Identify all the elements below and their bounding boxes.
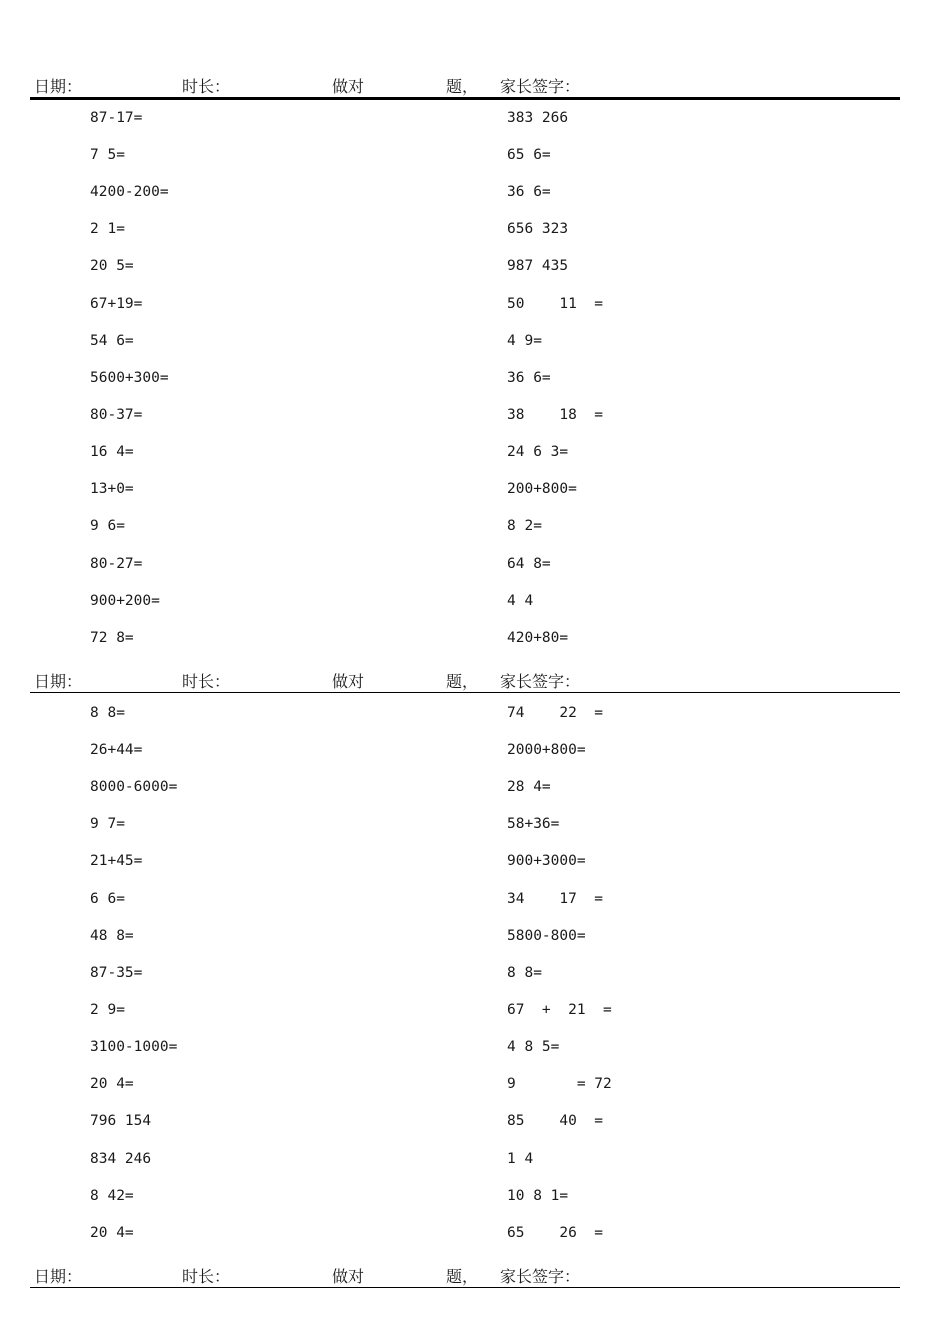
problem-item: 6 6= xyxy=(90,891,125,907)
date-label: 日期： xyxy=(34,77,83,96)
problem-item: 9 6= xyxy=(90,518,125,534)
worksheet-header-2 xyxy=(30,665,900,693)
problem-item: 9 7= xyxy=(90,816,125,832)
problem-item: 987 435 xyxy=(507,258,577,274)
problem-item: 36 6= xyxy=(507,184,551,200)
problem-item: 54 6= xyxy=(90,333,134,349)
problem-item: 50 11 = xyxy=(507,296,604,312)
date-label: 日期： xyxy=(34,672,83,691)
problem-item: 67 + 21 = xyxy=(507,1002,612,1018)
problem-item: 16 4= xyxy=(90,444,134,460)
problem-item: 8 8= xyxy=(507,965,542,981)
problem-item: 72 8= xyxy=(90,630,134,646)
questions-unit-label: 题， xyxy=(446,77,479,96)
header-rule-3 xyxy=(30,1287,900,1288)
problem-item: 8 42= xyxy=(90,1188,134,1204)
problem-item: 34 17 = xyxy=(507,891,604,907)
problem-item: 65 6= xyxy=(507,147,551,163)
problem-item: 20 4= xyxy=(90,1076,134,1092)
problem-item: 48 8= xyxy=(90,928,134,944)
problem-item: 8000-6000= xyxy=(90,779,178,795)
problem-item: 796 154 xyxy=(90,1113,160,1129)
parent-signature-label: 家长签字： xyxy=(500,672,581,691)
date-label: 日期： xyxy=(34,1267,83,1286)
problem-item: 5600+300= xyxy=(90,370,169,386)
problem-item: 28 4= xyxy=(507,779,551,795)
problem-item: 20 4= xyxy=(90,1225,134,1241)
problem-item: 64 8= xyxy=(507,556,551,572)
problem-item: 3100-1000= xyxy=(90,1039,178,1055)
problem-item: 38 18 = xyxy=(507,407,604,423)
problem-item: 85 40 = xyxy=(507,1113,604,1129)
problem-item: 24 6 3= xyxy=(507,444,569,460)
questions-unit-label: 题， xyxy=(446,1267,479,1286)
parent-signature-label: 家长签字： xyxy=(500,1267,581,1286)
header-rule-2 xyxy=(30,692,900,693)
correct-label: 做对 xyxy=(332,77,365,96)
problem-item: 87-35= xyxy=(90,965,143,981)
problem-item: 80-37= xyxy=(90,407,143,423)
problem-item: 58+36= xyxy=(507,816,560,832)
problem-section-1 xyxy=(0,108,950,668)
problem-item: 834 246 xyxy=(90,1151,160,1167)
problem-item: 1 4 xyxy=(507,1151,542,1167)
problem-item: 74 22 = xyxy=(507,705,604,721)
problem-item: 2 1= xyxy=(90,221,125,237)
problem-item: 900+3000= xyxy=(507,853,586,869)
problem-item: 420+80= xyxy=(507,630,569,646)
problem-item: 656 323 xyxy=(507,221,577,237)
parent-signature-label: 家长签字： xyxy=(500,77,581,96)
problem-item: 87-17= xyxy=(90,110,143,126)
problem-item: 21+45= xyxy=(90,853,143,869)
problem-item: 36 6= xyxy=(507,370,551,386)
duration-label: 时长： xyxy=(182,672,231,691)
worksheet-header-3 xyxy=(30,1260,900,1288)
problem-item: 20 5= xyxy=(90,258,134,274)
problem-item: 4200-200= xyxy=(90,184,169,200)
problem-item: 4 9= xyxy=(507,333,542,349)
duration-label: 时长： xyxy=(182,77,231,96)
questions-unit-label: 题， xyxy=(446,672,479,691)
problem-item: 67+19= xyxy=(90,296,160,312)
problem-item: 7 5= xyxy=(90,147,125,163)
problem-item: 2 9= xyxy=(90,1002,125,1018)
correct-label: 做对 xyxy=(332,672,365,691)
problem-item: 80-27= xyxy=(90,556,143,572)
problem-item: 383 266 xyxy=(507,110,577,126)
problem-item: 9 = 72 xyxy=(507,1076,612,1092)
problem-item: 2000+800= xyxy=(507,742,586,758)
problem-item: 65 26 = xyxy=(507,1225,604,1241)
problem-section-2 xyxy=(0,703,950,1263)
problem-item: 4 8 5= xyxy=(507,1039,560,1055)
problem-item: 8 8= xyxy=(90,705,125,721)
problem-item: 10 8 1= xyxy=(507,1188,569,1204)
worksheet-header-1 xyxy=(30,70,900,98)
problem-item: 26+44= xyxy=(90,742,143,758)
problem-item: 8 2= xyxy=(507,518,542,534)
correct-label: 做对 xyxy=(332,1267,365,1286)
header-rule-1 xyxy=(30,97,900,100)
problem-item: 5800-800= xyxy=(507,928,586,944)
problem-item: 13+0= xyxy=(90,481,134,497)
problem-item: 900+200= xyxy=(90,593,160,609)
problem-item: 4 4 xyxy=(507,593,542,609)
problem-item: 200+800= xyxy=(507,481,577,497)
duration-label: 时长： xyxy=(182,1267,231,1286)
